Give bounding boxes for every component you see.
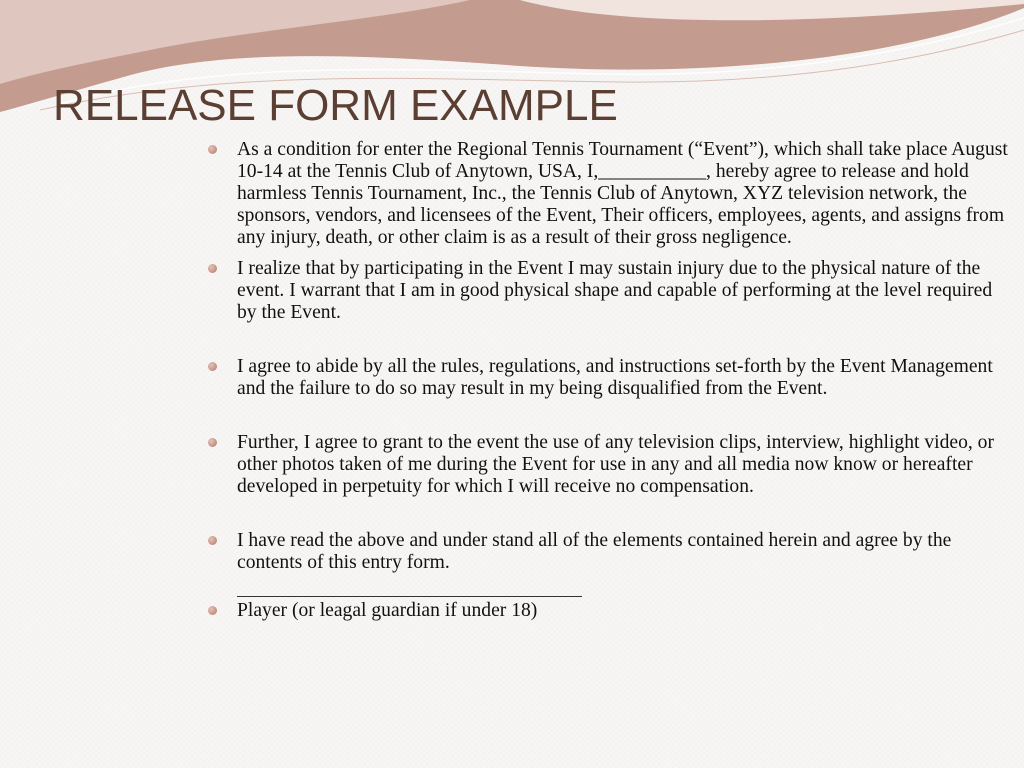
round-bullet-icon <box>208 145 217 154</box>
bullet-text: I agree to abide by all the rules, regulations, and instructions set-forth by the Event Management and the failure to do so may result in my being disqualified from the Event. <box>237 356 993 399</box>
signature-line <box>237 582 582 597</box>
bullet-text: Further, I agree to grant to the event the use of any television clips, interview, highlight video, or other photos taken of me during the Event for use in any and all media now know or hereafter developed in perpetuity for which I will receive no compensation. <box>237 432 994 497</box>
round-bullet-icon <box>208 438 217 447</box>
slide-title: RELEASE FORM EXAMPLE <box>53 81 618 130</box>
spacer <box>208 324 1014 356</box>
signature-label: Player (or leagal guardian if under 18) <box>237 600 538 621</box>
bullet-text: I have read the above and under stand all of the elements contained herein and agree by the contents of this entry form. <box>237 530 952 573</box>
bullet-item-rules-agreement <box>208 356 1014 400</box>
bullet-text: As a condition for enter the Regional Tennis Tournament (“Event”), which shall take place August 10-14 at the Tennis Club of Anytown, USA, I,___________, hereby agree to release and hold harmless Tennis Tournament, Inc., the Tennis Club of Anytown, XYZ television network, the sponsors, vendors, and licensees of the Event, Their officers, employees, agents, and assigns from any injury, death, or other claim is as a result of their gross negligence. <box>237 139 1008 248</box>
release-terms-list <box>208 139 1014 622</box>
round-bullet-icon <box>208 606 217 615</box>
spacer <box>208 400 1014 432</box>
bullet-item-injury-acknowledgement <box>208 258 1014 324</box>
spacer <box>208 249 1014 258</box>
round-bullet-icon <box>208 264 217 273</box>
round-bullet-icon <box>208 536 217 545</box>
bullet-item-read-and-understood <box>208 530 1014 574</box>
bullet-item-media-grant <box>208 432 1014 498</box>
signature-line-row <box>208 582 1014 597</box>
bullet-text: I realize that by participating in the Event I may sustain injury due to the physical nature of the event. I warrant that I am in good physical shape and capable of performing at the level required by the Event. <box>237 258 993 323</box>
spacer <box>208 498 1014 530</box>
round-bullet-icon <box>208 362 217 371</box>
bullet-item-release-condition <box>208 139 1014 249</box>
bullet-item-signature-label <box>208 600 1014 622</box>
